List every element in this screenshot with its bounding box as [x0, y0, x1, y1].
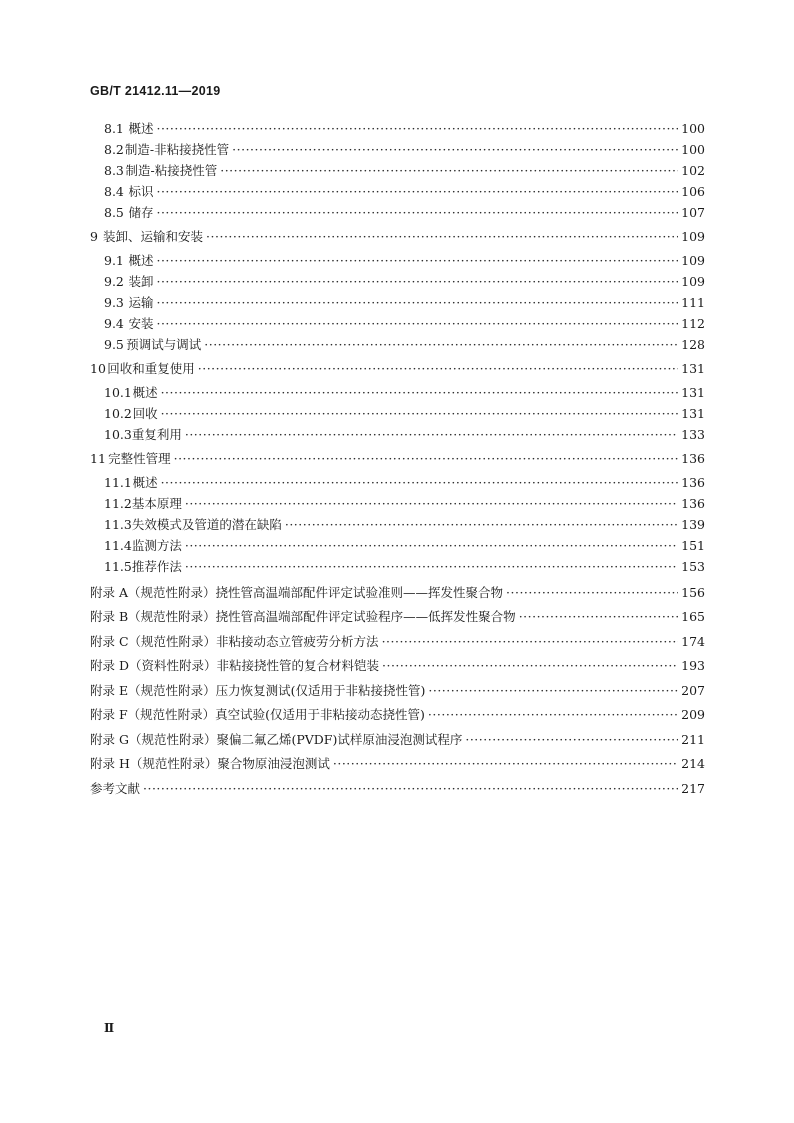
toc-entry-title: 概述	[132, 385, 158, 400]
dot-leader	[161, 406, 679, 422]
toc-entry-number: 10.3	[104, 427, 132, 442]
toc-entry[interactable]	[90, 781, 705, 797]
toc-entry[interactable]	[90, 683, 705, 699]
toc-entry-page: 111	[681, 295, 705, 310]
toc-entry[interactable]	[104, 121, 705, 137]
dot-leader	[198, 361, 678, 377]
toc-entry[interactable]	[104, 385, 705, 401]
toc-entry-page: 102	[681, 163, 705, 178]
toc-entry-page: 109	[681, 274, 705, 289]
toc-entry[interactable]	[104, 295, 705, 311]
toc-entry-title: 聚偏二氟乙烯(PVDF)试样原油浸泡测试程序	[216, 732, 463, 747]
toc-entry-page: 136	[681, 496, 705, 511]
dot-leader	[382, 658, 678, 674]
toc-entry-number: 附录 H（规范性附录）	[90, 756, 218, 771]
toc-entry-page: 139	[681, 517, 705, 532]
toc-entry[interactable]	[104, 337, 705, 353]
dot-leader	[185, 496, 678, 512]
dot-leader	[156, 184, 678, 200]
toc-entry-number: 9	[90, 229, 98, 244]
toc-entry[interactable]	[104, 559, 705, 575]
toc-entry-number: 9.4	[104, 316, 124, 331]
dot-leader	[143, 781, 678, 797]
toc-entry[interactable]	[104, 427, 705, 443]
toc-entry[interactable]	[104, 274, 705, 290]
toc-entry[interactable]	[90, 609, 705, 625]
toc-entry-number: 附录 A（规范性附录）	[90, 585, 216, 600]
toc-entry-page: 109	[681, 229, 705, 244]
toc-entry[interactable]	[104, 316, 705, 332]
dot-leader	[156, 205, 678, 221]
toc-entry-page: 209	[681, 707, 705, 722]
toc-entry-number: 附录 G（规范性附录）	[90, 732, 217, 747]
toc-entry-page: 214	[681, 756, 705, 771]
toc-entry-number: 附录 C（规范性附录）	[90, 634, 217, 649]
toc-entry-title: 压力恢复测试(仅适用于非粘接挠性管)	[215, 683, 426, 698]
toc-entry-number: 11.4	[104, 538, 132, 553]
toc-entry-title: 装卸	[128, 274, 154, 289]
toc-entry-title: 监测方法	[131, 538, 182, 553]
toc-entry-number: 附录 D（资料性附录）	[90, 658, 217, 673]
toc-entry-number: 9.5	[104, 337, 124, 352]
toc-entry-number: 11	[90, 451, 106, 466]
dot-leader	[156, 253, 678, 269]
toc-entry-page: 131	[681, 406, 705, 421]
toc-entry-title: 基本原理	[131, 496, 182, 511]
toc-entry[interactable]	[104, 163, 705, 179]
toc-entry-page: 100	[681, 121, 705, 136]
toc-entry-page: 133	[681, 427, 705, 442]
toc-entry[interactable]	[90, 361, 705, 377]
toc-entry-number: 附录 F（规范性附录）	[90, 707, 216, 722]
toc-entry-number: 9.3	[104, 295, 124, 310]
dot-leader	[185, 538, 678, 554]
toc-entry-number: 8.2	[104, 142, 124, 157]
dot-leader	[519, 609, 678, 625]
toc-entry-number: 10.1	[104, 385, 132, 400]
toc-entry-page: 131	[681, 385, 705, 400]
toc-entry[interactable]	[104, 253, 705, 269]
toc-entry-title: 装卸、运输和安装	[103, 229, 204, 244]
toc-entry-title: 回收和重复使用	[107, 361, 195, 376]
toc-entry-page: 112	[681, 316, 705, 331]
dot-leader	[156, 274, 678, 290]
toc-entry-title: 参考文献	[90, 781, 141, 796]
toc-entry-page: 131	[681, 361, 705, 376]
toc-entry[interactable]	[90, 658, 705, 674]
dot-leader	[185, 427, 678, 443]
toc-entry-title: 真空试验(仅适用于非粘接动态挠性管)	[215, 707, 425, 722]
toc-entry[interactable]	[104, 142, 705, 158]
toc-entry-title: 失效模式及管道的潜在缺陷	[131, 517, 282, 532]
toc-entry-title: 聚合物原油浸泡测试	[217, 756, 330, 771]
toc-entry-page: 211	[681, 732, 705, 747]
toc-entry[interactable]	[90, 451, 705, 467]
toc-entry[interactable]	[104, 517, 705, 533]
toc-entry-number: 8.3	[104, 163, 124, 178]
dot-leader	[506, 585, 678, 601]
toc-entry[interactable]	[104, 538, 705, 554]
toc-entry-page: 156	[681, 585, 705, 600]
toc-entry[interactable]	[104, 406, 705, 422]
toc-entry-number: 11.2	[104, 496, 132, 511]
toc-entry[interactable]	[104, 184, 705, 200]
toc-entry-title: 回收	[132, 406, 158, 421]
dot-leader	[156, 121, 678, 137]
dot-leader	[333, 756, 678, 772]
toc-entry-page: 193	[681, 658, 705, 673]
toc-entry-page: 153	[681, 559, 705, 574]
dot-leader	[174, 451, 679, 467]
toc-entry-title: 挠性管高温端部配件评定试验准则——挥发性聚合物	[215, 585, 504, 600]
toc-entry[interactable]	[104, 496, 705, 512]
dot-leader	[285, 517, 678, 533]
toc-entry[interactable]	[90, 707, 705, 723]
toc-entry-title: 挠性管高温端部配件评定试验程序——低挥发性聚合物	[215, 609, 516, 624]
dot-leader	[185, 559, 678, 575]
dot-leader	[161, 475, 679, 491]
dot-leader	[206, 229, 678, 245]
toc-entry-title: 储存	[128, 205, 154, 220]
toc-entry-title: 标识	[128, 184, 154, 199]
toc-entry-page: 151	[681, 538, 705, 553]
toc-entry-title: 概述	[132, 475, 158, 490]
toc-entry[interactable]	[90, 732, 705, 748]
toc-entry[interactable]	[90, 229, 705, 245]
page-number: Ⅱ	[104, 1021, 115, 1035]
toc-entry-title: 预调试与调试	[126, 337, 202, 352]
toc-entry-page: 136	[681, 451, 705, 466]
dot-leader	[204, 337, 678, 353]
toc-entry-page: 128	[681, 337, 705, 352]
dot-leader	[161, 385, 679, 401]
toc-entry-page: 174	[681, 634, 705, 649]
toc-entry-title: 推荐作法	[131, 559, 182, 574]
toc-entry-title: 重复利用	[131, 427, 182, 442]
toc-entry-number: 10.2	[104, 406, 132, 421]
toc-entry-number: 11.5	[104, 559, 132, 574]
toc-entry-title: 运输	[128, 295, 154, 310]
dot-leader	[428, 683, 678, 699]
toc-entry-title: 概述	[128, 121, 154, 136]
toc-entry-page: 136	[681, 475, 705, 490]
dot-leader	[428, 707, 678, 723]
toc-entry-number: 10	[90, 361, 106, 376]
toc-entry-number: 8.1	[104, 121, 124, 136]
toc-entry-number: 9.1	[104, 253, 124, 268]
toc-entry-page: 100	[681, 142, 705, 157]
toc-entry-number: 9.2	[104, 274, 124, 289]
standard-code-header: GB/T 21412.11—2019	[90, 84, 221, 98]
toc-entry-title: 制造-非粘接挠性管	[124, 142, 230, 157]
toc-entry-number: 8.5	[104, 205, 124, 220]
dot-leader	[465, 732, 678, 748]
toc-entry-page: 207	[681, 683, 705, 698]
dot-leader	[382, 634, 679, 650]
toc-entry-title: 非粘接动态立管疲劳分析方法	[216, 634, 379, 649]
toc-entry[interactable]	[90, 756, 705, 772]
toc-entry-title: 完整性管理	[108, 451, 171, 466]
toc-entry-number: 附录 E（规范性附录）	[90, 683, 216, 698]
toc-entry-page: 165	[681, 609, 705, 624]
toc-entry[interactable]	[104, 205, 705, 221]
toc-entry[interactable]	[90, 585, 705, 601]
toc-entry[interactable]	[104, 475, 705, 491]
dot-leader	[156, 316, 678, 332]
toc-entry-title: 制造-粘接挠性管	[125, 163, 218, 178]
toc-entry-number: 附录 B（规范性附录）	[90, 609, 216, 624]
toc-entry[interactable]	[90, 634, 705, 650]
dot-leader	[232, 142, 678, 158]
toc-entry-page: 109	[681, 253, 705, 268]
toc-entry-page: 107	[681, 205, 705, 220]
dot-leader	[156, 295, 678, 311]
toc-entry-title: 安装	[128, 316, 154, 331]
toc-entry-title: 非粘接挠性管的复合材料铠装	[216, 658, 380, 673]
dot-leader	[220, 163, 678, 179]
toc-entry-number: 8.4	[104, 184, 124, 199]
toc-entry-page: 106	[681, 184, 705, 199]
toc-entry-number: 11.3	[104, 517, 132, 532]
toc-entry-number: 11.1	[104, 475, 132, 490]
toc-entry-page: 217	[681, 781, 705, 796]
toc-entry-title: 概述	[128, 253, 154, 268]
